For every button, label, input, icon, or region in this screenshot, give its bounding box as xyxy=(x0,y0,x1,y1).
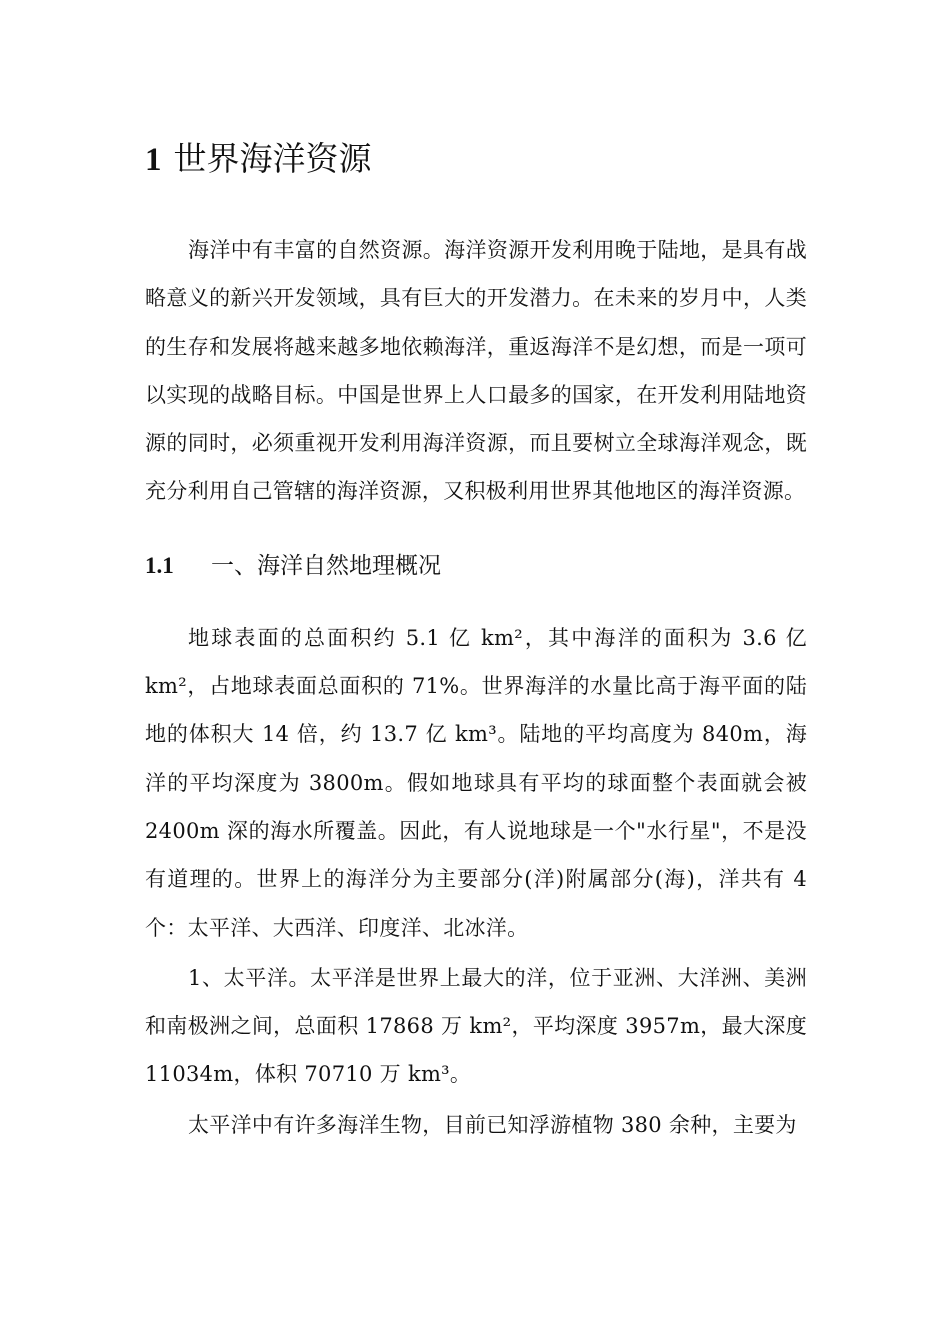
paragraph-intro: 海洋中有丰富的自然资源。海洋资源开发利用晚于陆地，是具有战略意义的新兴开发领域，具有巨大的开发潜力。在未来的岁月中，人类的生存和发展将越来越多地依赖海洋，重返海洋不是幻想，而是一项可以实现的战略目标。中国是世界上人口最多的国家，在开发利用陆地资源的同时，必须重视开发利用海洋资源，而且要树立全球海洋观念，既充分利用自己管辖的海洋资源，又积极利用世界其他地区的海洋资源。 xyxy=(145,238,807,504)
paragraph-pacific-life: 太平洋中有许多海洋生物，目前已知浮游植物 380 余种，主要为 xyxy=(188,1112,797,1137)
subsection-heading xyxy=(145,542,807,590)
document-body xyxy=(145,130,807,1149)
section-title: 世界海洋资源 xyxy=(173,139,372,178)
section-heading xyxy=(145,130,807,188)
subsection-number: 1.1 xyxy=(145,552,174,578)
paragraph-pacific: 1、太平洋。太平洋是世界上最大的洋，位于亚洲、大洋洲、美洲和南极洲之间，总面积 17868 万 km²，平均深度 3957m，最大深度 11034m，体积 70710 万 km³。 xyxy=(145,965,807,1087)
section-number: 1 xyxy=(145,142,162,178)
paragraph-earth-surface: 地球表面的总面积约 5.1 亿 km²，其中海洋的面积为 3.6 亿 km²，占地球表面总面积的 71%。世界海洋的水量比高于海平面的陆地的体积大 14 倍，约 13.7 亿 km³。陆地的平均高度为 840m，海洋的平均深度为 3800m。假如地球具有平均的球面整个表面就会被 2400m 深的海水所覆盖。因此，有人说地球是一个"水行星"，不是没有道理的。世界上的海洋分为主要部分(洋)附属部分(海)，洋共有 4 个：太平洋、大西洋、印度洋、北冰洋。 xyxy=(145,625,807,940)
subsection-title: 一、海洋自然地理概况 xyxy=(211,552,441,579)
